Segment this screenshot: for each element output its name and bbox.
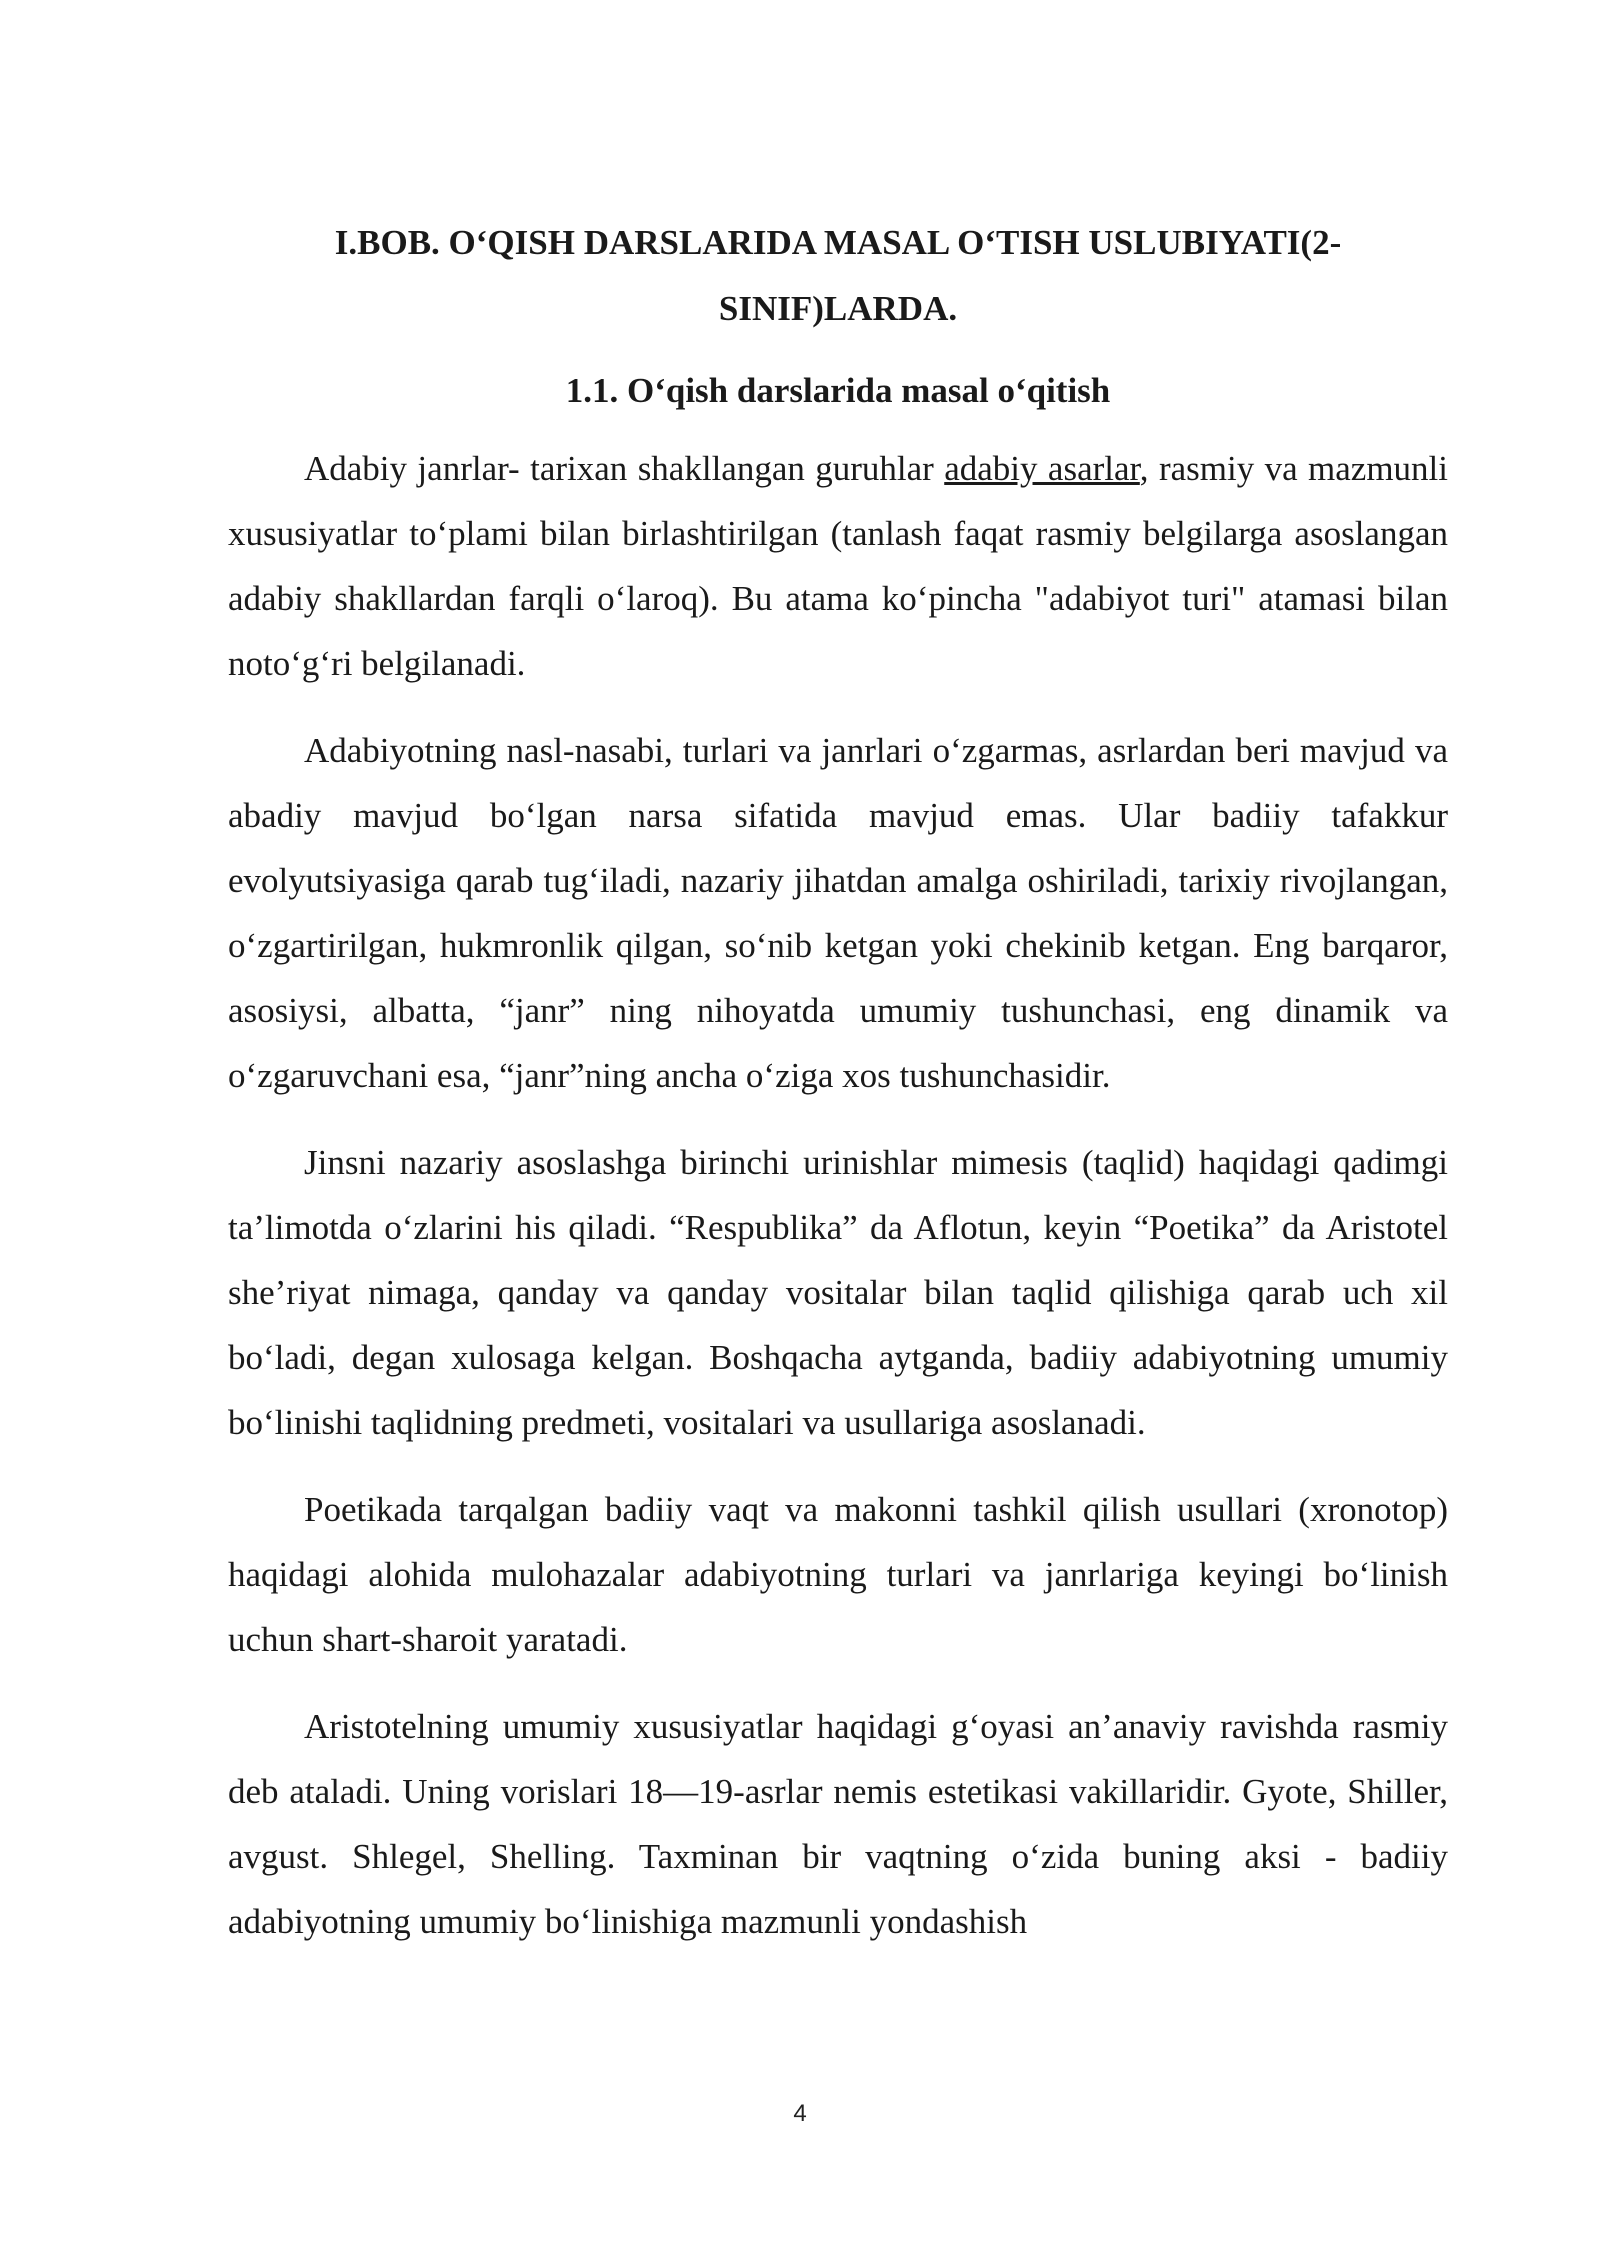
- paragraph-3: Jinsni nazariy asoslashga birinchi urinishlar mimesis (taqlid) haqidagi qadimgi ta’limotda o‘zlarini his qiladi. “Respublika” da Aflotun, keyin “Poetika” da Aristotel she’riyat nimaga, qanday va qanday vositalar bilan taqlid qilishiga qarab uch xil bo‘ladi, degan xulosaga kelgan. Boshqacha aytganda, badiiy adabiyotning umumiy bo‘linishi taqlidning predmeti, vositalari va usullariga asoslanadi.: [228, 1143, 1448, 1442]
- page-content: [228, 210, 1448, 1976]
- paragraph-5: Aristotelning umumiy xususiyatlar haqidagi g‘oyasi an’anaviy ravishda rasmiy deb ataladi. Uning vorislari 18—19-asrlar nemis estetikasi vakillaridir. Gyote, Shiller, avgust. Shlegel, Shelling. Taxminan bir vaqtning o‘zida buning aksi - badiiy adabiyotning umumiy bo‘linishiga mazmunli yondashish: [228, 1707, 1448, 1941]
- paragraph-4: Poetikada tarqalgan badiiy vaqt va makonni tashkil qilish usullari (xronotop) haqidagi alohida mulohazalar adabiyotning turlari va janrlariga keyingi bo‘linish uchun shart-sharoit yaratadi.: [228, 1490, 1448, 1659]
- paragraph-2: Adabiyotning nasl-nasabi, turlari va janrlari o‘zgarmas, asrlardan beri mavjud va abadiy mavjud bo‘lgan narsa sifatida mavjud emas. Ular badiiy tafakkur evolyutsiyasiga qarab tug‘iladi, nazariy jihatdan amalga oshiriladi, tarixiy rivojlangan, o‘zgartirilgan, hukmronlik qilgan, so‘nib ketgan yoki chekinib ketgan. Eng barqaror, asosiysi, albatta, “janr” ning nihoyatda umumiy tushunchasi, eng dinamik va o‘zgaruvchani esa, “janr”ning ancha o‘ziga xos tushunchasidir.: [228, 731, 1448, 1095]
- paragraph-1-end: , rasmiy va mazmunli xususiyatlar to‘plami bilan birlashtirilgan (tanlash faqat rasmiy belgilarga asoslangan adabiy shakllardan farqli o‘laroq). Bu atama ko‘pincha "adabiyot turi" atamasi bilan noto‘g‘ri belgilanadi.: [228, 449, 1449, 683]
- chapter-title: [228, 210, 1448, 342]
- chapter-title-line-1: I.BOB. O‘QISH DARSLARIDA MASAL O‘TISH USLUBIYATI(2-: [334, 223, 1342, 262]
- chapter-title-line-2: SINIF)LARDA.: [718, 289, 958, 328]
- page-number: 4: [793, 2100, 807, 2127]
- paragraph-1: [228, 436, 1448, 696]
- section-title: 1.1. O‘qish darslarida masal o‘qitish: [565, 371, 1111, 410]
- paragraph-1-start: Adabiy janrlar- tarixan shakllangan guruhlar: [304, 449, 945, 488]
- adabiy-asarlar-link[interactable]: adabiy asarlar: [944, 449, 1140, 488]
